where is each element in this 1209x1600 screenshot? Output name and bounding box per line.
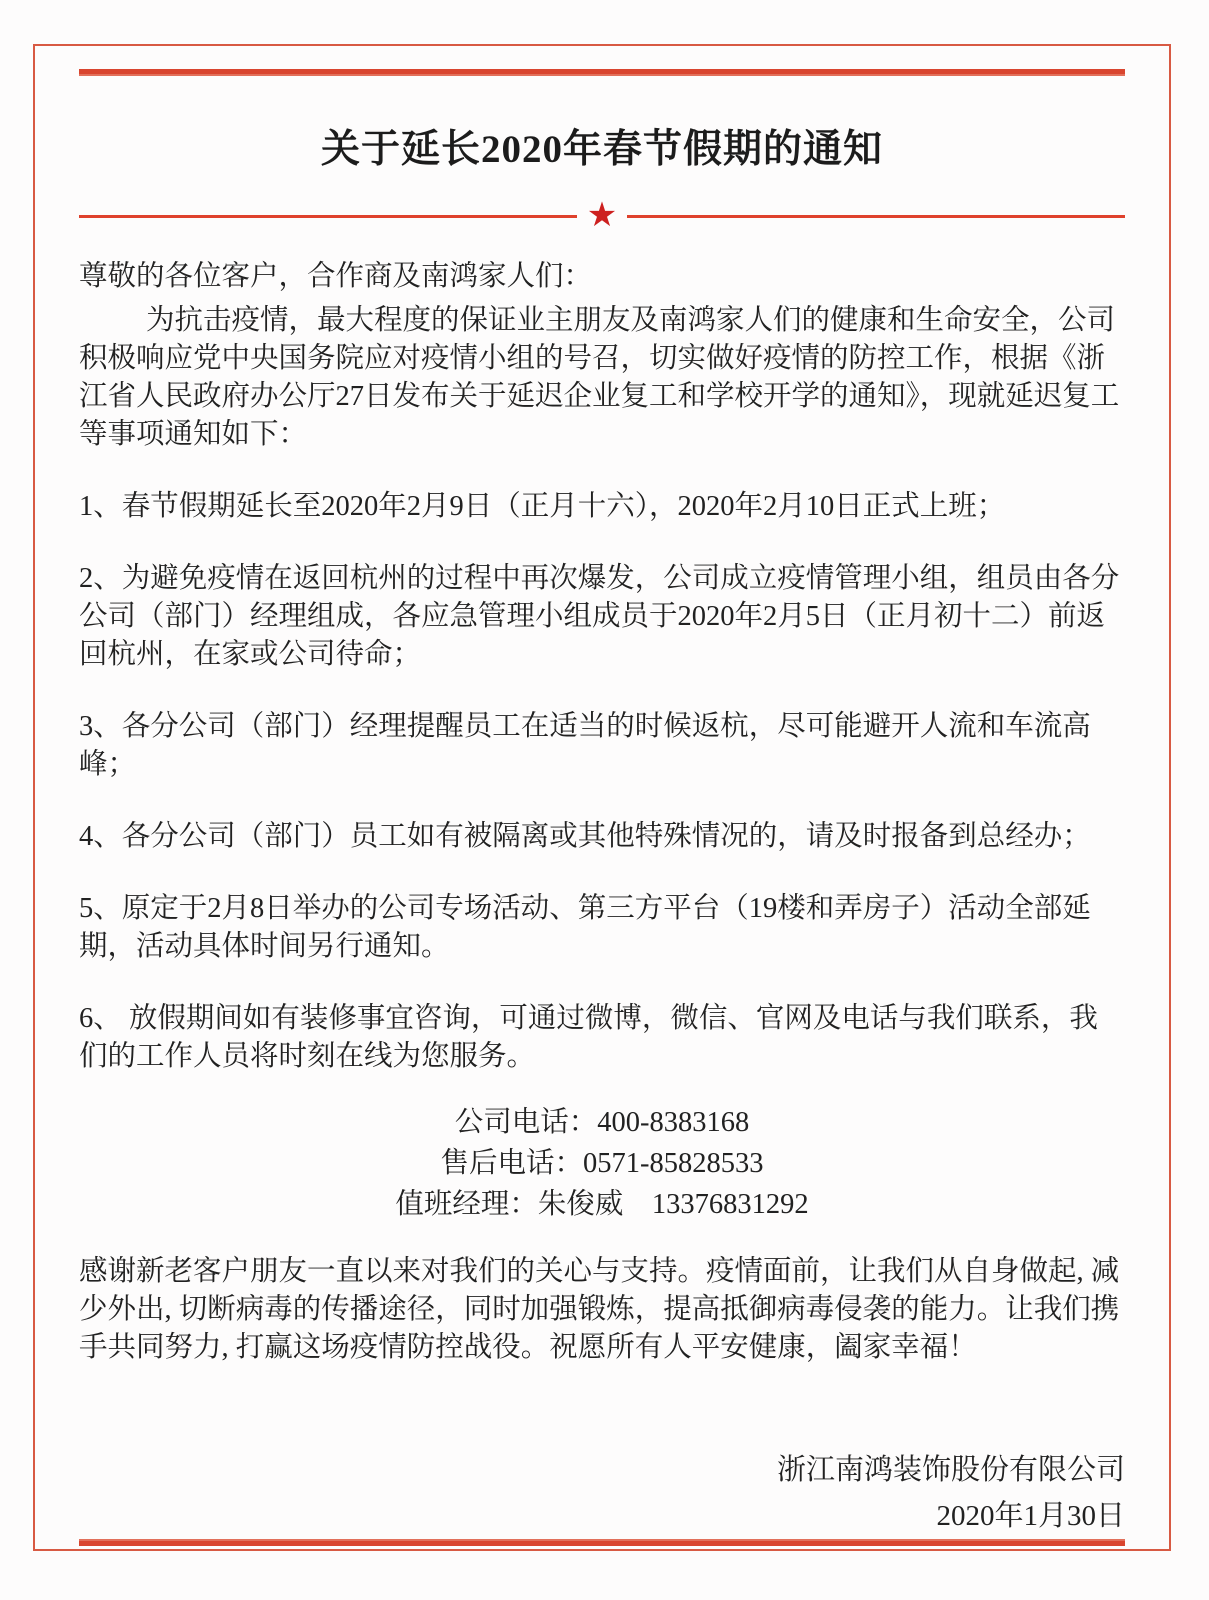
contact-block bbox=[79, 1102, 1125, 1225]
company-phone-line: 公司电话：400-8383168 bbox=[454, 1107, 750, 1138]
notice-item-6: 6、 放假期间如有装修事宜咨询，可通过微博，微信、官网及电话与我们联系，我们的工作人员将时刻在线为您服务。 bbox=[79, 1003, 1098, 1072]
star-icon: ★ bbox=[586, 197, 618, 234]
bottom-double-rule bbox=[79, 1539, 1125, 1546]
notice-body bbox=[79, 234, 1125, 1539]
closing-paragraph: 感谢新老客户朋友一直以来对我们的关心与支持。疫情面前，让我们从自身做起, 减少外出, 切断病毒的传播途径，同时加强锻炼，提高抵御病毒侵袭的能力。让我们携手共同努力, 打赢这场疫情防控战役。祝愿所有人平安健康，阖家幸福！ bbox=[79, 1256, 1120, 1363]
notice-item-2: 2、为避免疫情在返回杭州的过程中再次爆发，公司成立疫情管理小组，组员由各分公司（部门）经理组成，各应急管理小组成员于2020年2月5日（正月初十二）前返回杭州，在家或公司待命； bbox=[79, 563, 1120, 670]
notice-date: 2020年1月30日 bbox=[936, 1500, 1125, 1532]
after-sales-phone-line: 售后电话：0571-85828533 bbox=[440, 1148, 764, 1179]
star-divider bbox=[79, 198, 1125, 234]
notice-title: 关于延长2020年春节假期的通知 bbox=[320, 128, 883, 171]
notice-item-3: 3、各分公司（部门）经理提醒员工在适当的时候返杭，尽可能避开人流和车流高峰； bbox=[79, 711, 1091, 780]
divider-line-left bbox=[79, 215, 577, 218]
greeting-line: 尊敬的各位客户，合作商及南鸿家人们： bbox=[79, 261, 593, 292]
notice-item-4: 4、各分公司（部门）员工如有被隔离或其他特殊情况的，请及时报备到总经办； bbox=[79, 821, 1091, 852]
notice-item-5: 5、原定于2月8日举办的公司专场活动、第三方平台（19楼和弄房子）活动全部延期，活动具体时间另行通知。 bbox=[79, 893, 1091, 962]
document-border-frame bbox=[33, 44, 1171, 1551]
divider-line-right bbox=[627, 215, 1125, 218]
top-double-rule bbox=[79, 69, 1125, 76]
signature-block bbox=[79, 1447, 1125, 1539]
intro-paragraph: 为抗击疫情，最大程度的保证业主朋友及南鸿家人们的健康和生命安全，公司积极响应党中央国务院应对疫情小组的号召，切实做好疫情的防控工作，根据《浙江省人民政府办公厅27日发布关于延迟企业复工和学校开学的通知》，现就延迟复工等事项通知如下： bbox=[79, 305, 1120, 450]
notice-item-1: 1、春节假期延长至2020年2月9日（正月十六），2020年2月10日正式上班； bbox=[79, 491, 1006, 522]
company-name: 浙江南鸿装饰股份有限公司 bbox=[776, 1454, 1125, 1486]
duty-manager-line: 值班经理：朱俊威 13376831292 bbox=[395, 1189, 809, 1220]
